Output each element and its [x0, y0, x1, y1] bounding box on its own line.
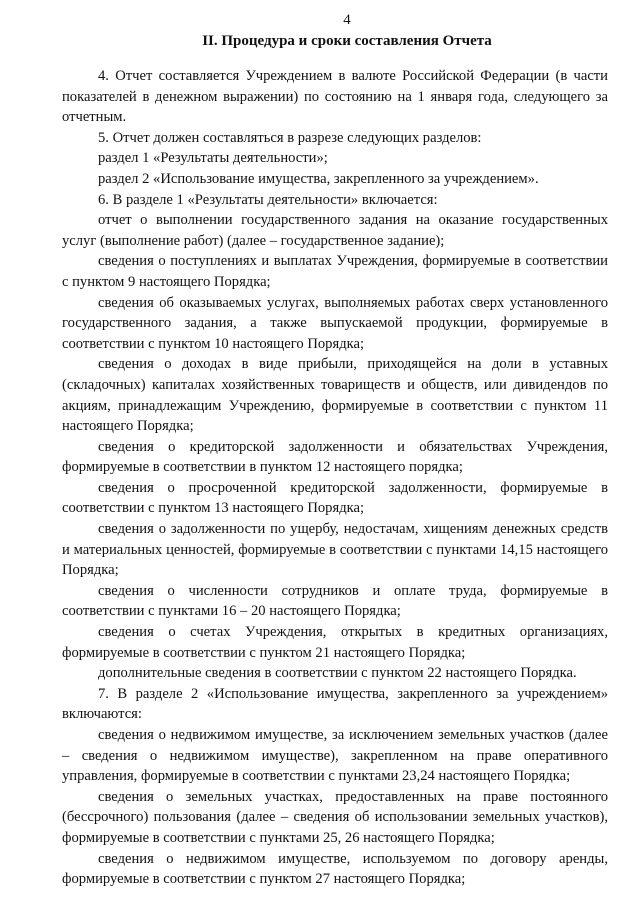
list-item: сведения о поступлениях и выплатах Учреждения, формируемые в соответствии с пунктом 9 настоящего Порядка; [62, 253, 608, 290]
list-item: сведения о просроченной кредиторской задолженности, формируемые в соответствии с пунктом 13 настоящего Порядка; [62, 479, 608, 517]
list-item: сведения о счетах Учреждения, открытых в кредитных организациях, формируемые в соответствии с пунктом 21 настоящего Порядка; [62, 624, 608, 661]
list-item: сведения об оказываемых услугах, выполняемых работах сверх установленного государственного задания, а также выпускаемой продукции, формируемые в соответствии с пунктом 10 настоящего Порядка; [62, 294, 608, 352]
section-heading: II. Процедура и сроки составления Отчета [202, 33, 492, 49]
document-body [62, 66, 608, 890]
list-item: сведения о доходах в виде прибыли, приходящейся на доли в уставных (складочных) капиталах хозяйственных товариществ и обществ, или дивидендов по акциям, принадлежащим Учреждению, формируемые в соответствии с пунктом 11 настоящего Порядка; [62, 356, 608, 435]
list-item: сведения о земельных участках, предоставленных на праве постоянного (бессрочного) пользования (далее – сведения об использовании земельных участков), формируемые в соответствии с пунктами 25, 26 настоящего Порядка; [62, 788, 608, 846]
paragraph-7: 7. В разделе 2 «Использование имущества, закрепленного за учреждением» включаются: [62, 685, 608, 723]
paragraph-5: 5. Отчет должен составляться в разрезе следующих разделов: [98, 129, 482, 146]
page-number: 4 [343, 12, 351, 28]
list-item: сведения о недвижимом имуществе, за исключением земельных участков (далее – сведения о недвижимом имуществе), закрепленном на праве оперативного управления, формируемые в соответствии с пунктами 23,24 настоящего Порядка; [62, 727, 608, 785]
list-item: сведения о кредиторской задолженности и обязательствах Учреждения, формируемые в соответствии в пунктом 12 настоящего порядка; [62, 438, 608, 476]
list-item: сведения о задолженности по ущербу, недостачам, хищениям денежных средств и материальных ценностей, формируемые в соответствии с пунктами 14,15 настоящего Порядка; [62, 521, 608, 579]
list-item: сведения о недвижимом имуществе, используемом по договору аренды, формируемые в соответствии с пунктом 27 настоящего Порядка; [62, 850, 608, 888]
section-1-item: раздел 1 «Результаты деятельности»; [98, 150, 328, 167]
list-item: отчет о выполнении государственного задания на оказание государственных услуг (выполнение работ) (далее – государственное задание); [62, 212, 608, 249]
paragraph-4: 4. Отчет составляется Учреждением в валюте Российской Федерации (в части показателей в денежном выражении) по состоянию на 1 января года, следующего за отчетным. [62, 68, 608, 126]
section-2-item: раздел 2 «Использование имущества, закрепленного за учреждением». [98, 170, 539, 187]
paragraph-6: 6. В разделе 1 «Результаты деятельности» включается: [98, 191, 438, 208]
list-item: дополнительные сведения в соответствии с пунктом 22 настоящего Порядка. [98, 665, 577, 682]
list-item: сведения о численности сотрудников и оплате труда, формируемые в соответствии с пунктами 16 – 20 настоящего Порядка; [62, 582, 608, 620]
